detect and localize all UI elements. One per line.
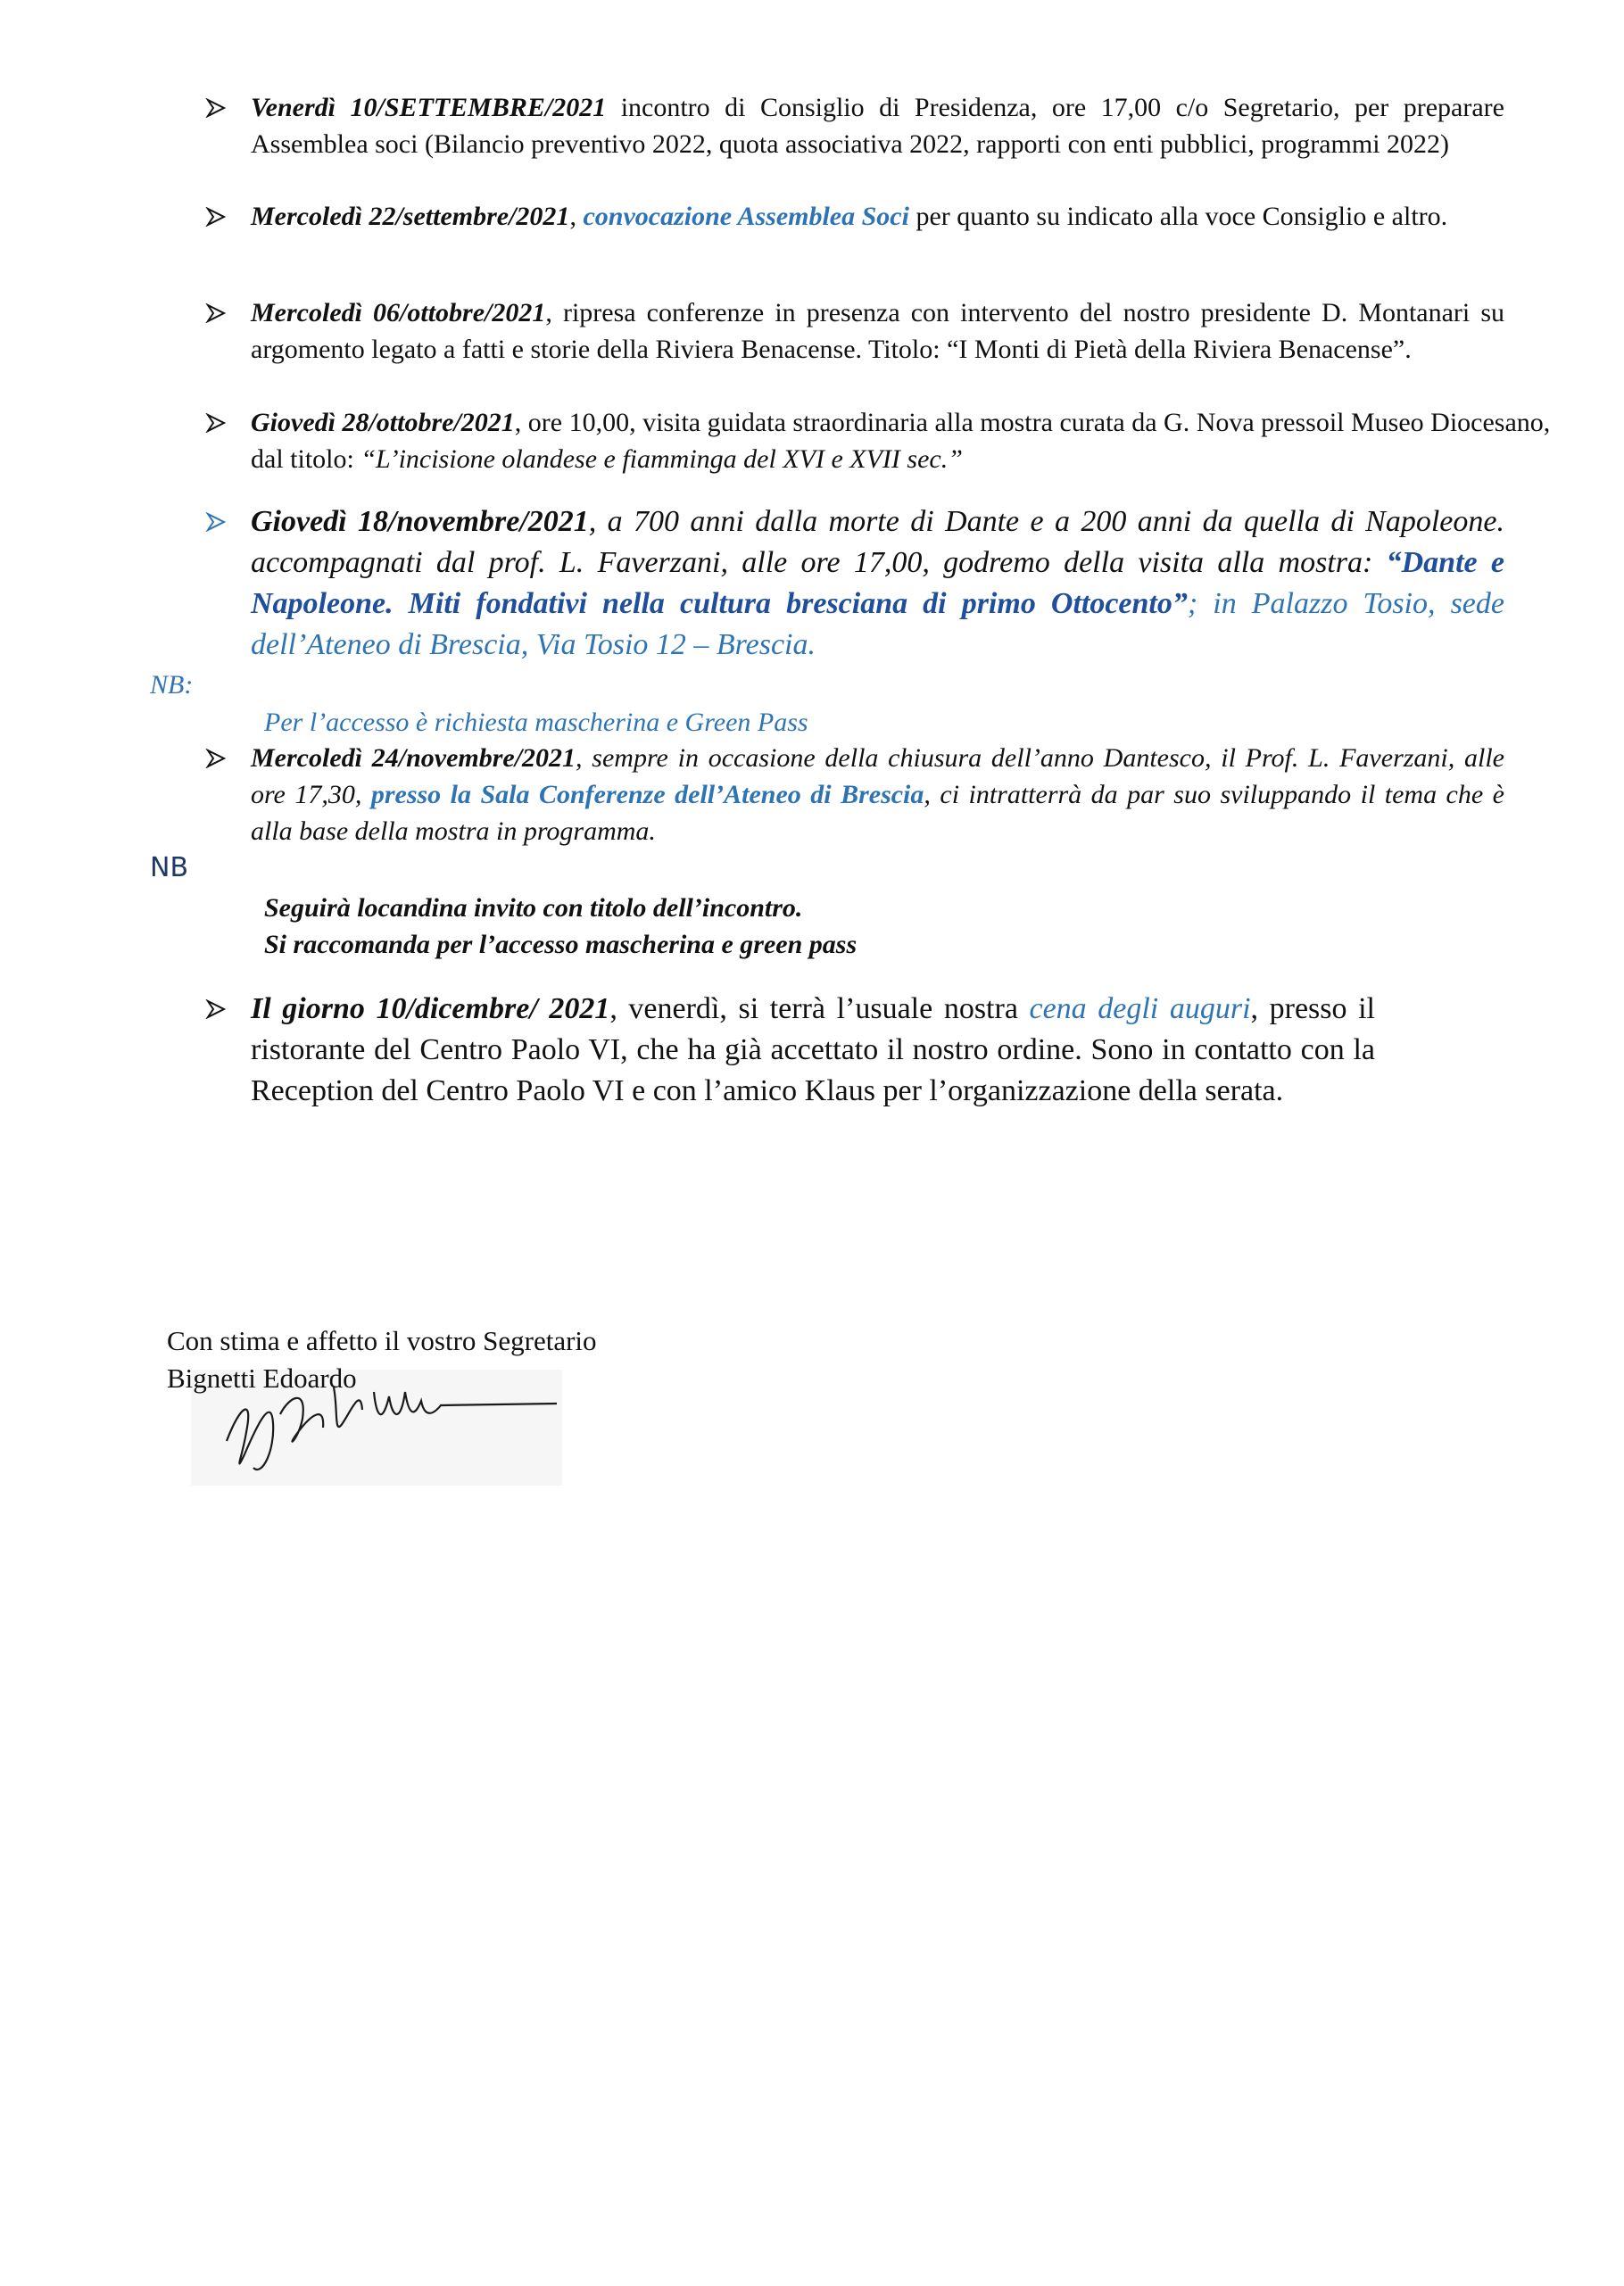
item-date: Giovedì 18/novembre/2021	[251, 505, 589, 538]
item-text: incontro di Consiglio di Presidenza, ore 17,00 c/o Segretario, per preparare Assemblea soci (Bilancio preventivo 2022, quota associativa 2022, rapporti con enti pubblici, programmi 2022)	[251, 93, 1504, 159]
closing-line: Con stima e affetto il vostro Segretario	[167, 1325, 597, 1356]
item-link: cena degli auguri	[1029, 992, 1251, 1025]
item-quote: “L’incisione olandese e fiamminga del XVI e XVII sec.”	[360, 444, 963, 474]
arrow-bullet-icon	[201, 207, 231, 227]
item-text-2: , ci intratterrà da par suo sviluppando il tema che è alla base della mostra in programma.	[251, 780, 1504, 846]
nb-label: NB	[150, 852, 189, 883]
item-date: Venerdì 10/SETTEMBRE/2021	[251, 93, 607, 122]
exhibition-title: “Dante e Napoleone. Miti fondativi nella cultura bresciana di primo Ottocento”	[251, 546, 1504, 620]
item-text: , ore 10,00, visita guidata straordinaria alla mostra curata da G. Nova pressoil Museo Diocesano, dal titolo:	[251, 408, 1551, 474]
item-date: Mercoledì 06/ottobre/2021	[251, 298, 546, 327]
item-text: , a 700 anni dalla morte di Dante e a 200 anni da quella di Napoleone. accompagnati dal prof. L. Faverzani, alle ore 17,00, godremo della visita alla mostra:	[251, 505, 1504, 579]
item-link: presso la Sala Conferenze dell’Ateneo di Brescia	[370, 780, 924, 809]
nb-label: NB:	[150, 670, 194, 700]
nb-line: Si raccomanda per l’accesso mascherina e green pass	[264, 930, 858, 959]
arrow-bullet-icon	[201, 303, 231, 323]
signatory-name: Bignetti Edoardo	[167, 1362, 357, 1394]
arrow-bullet-icon	[201, 749, 231, 768]
nb-line: Seguirà locandina invito con titolo dell’incontro.	[264, 893, 803, 923]
item-sep: ,	[569, 202, 584, 231]
item-date: Giovedì 28/ottobre/2021	[251, 408, 515, 437]
exhibition-place: ; in Palazzo Tosio, sede dell’Ateneo di Brescia, Via Tosio 12 – Brescia.	[251, 587, 1504, 661]
item-date: Mercoledì 24/novembre/2021	[251, 743, 576, 773]
item-text: , ripresa conferenze in presenza con intervento del nostro presidente D. Montanari su argomento legato a fatti e storie della Riviera Benacense. Titolo: “I Monti di Pietà della Riviera Benacense”.	[251, 298, 1505, 364]
item-text: per quanto su indicato alla voce Consiglio e altro.	[908, 202, 1448, 231]
item-text: , venerdì, si terrà l’usuale nostra	[609, 992, 1030, 1025]
arrow-bullet-icon	[201, 999, 231, 1019]
arrow-bullet-icon	[201, 413, 231, 433]
item-text-2: , presso il ristorante del Centro Paolo VI, che ha già accettato il nostro ordine. Sono in contatto con la Reception del Centro Paolo VI e con l’amico Klaus per l’organizzazione della serata.	[251, 992, 1375, 1107]
item-date: Il giorno 10/dicembre/ 2021	[251, 992, 610, 1025]
item-date: Mercoledì 22/settembre/2021	[251, 202, 570, 231]
arrow-bullet-icon	[201, 98, 231, 118]
arrow-bullet-icon	[201, 512, 231, 532]
item-link: convocazione Assemblea Soci	[583, 202, 909, 231]
nb-note: Per l’accesso è richiesta mascherina e Green Pass	[264, 708, 808, 737]
item-text: , sempre in occasione della chiusura dell’anno Dantesco, il Prof. L. Faverzani, alle ore 17,30,	[251, 743, 1504, 809]
